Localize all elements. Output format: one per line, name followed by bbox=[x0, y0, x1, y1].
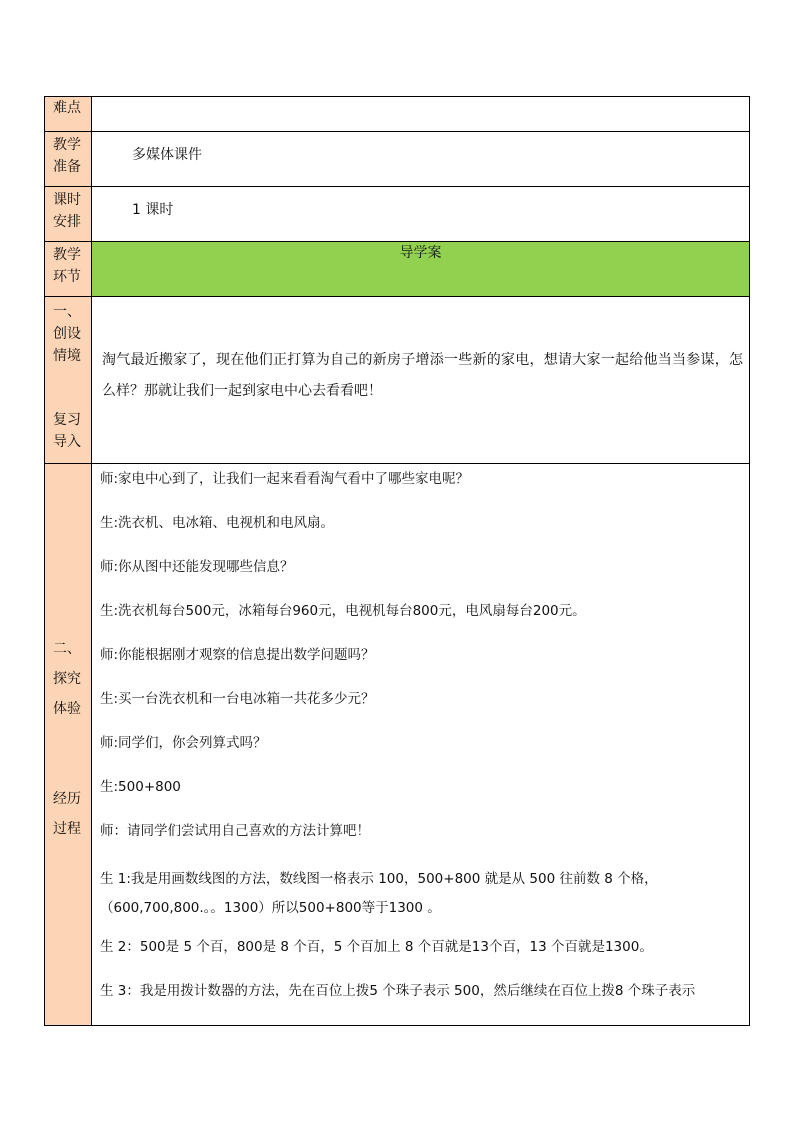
dialogue-paragraph: 生:洗衣机每台500元，冰箱每台960元，电视机每台800元，电风扇每台200元。 bbox=[100, 603, 586, 619]
section-one-label-line3: 复习 bbox=[53, 412, 81, 428]
row-difficulty bbox=[45, 97, 750, 132]
section-one-label-line2: 情境 bbox=[53, 348, 81, 364]
label-cell-difficulty bbox=[45, 97, 92, 132]
dialogue-paragraph: 生:买一台洗衣机和一台电冰箱一共花多少元？ bbox=[100, 691, 375, 707]
section-two-number: 二、 bbox=[53, 641, 81, 657]
section-one-number: 一、 bbox=[53, 304, 81, 320]
section-one-label-line4: 导入 bbox=[53, 434, 81, 450]
row-section-two bbox=[45, 464, 750, 1026]
label-cell-section-one bbox=[45, 297, 92, 464]
dialogue-paragraph: 师:家电中心到了，让我们一起来看看淘气看中了哪些家电呢？ bbox=[100, 471, 470, 487]
label-preparation-line2: 准备 bbox=[53, 159, 81, 175]
label-cell-section-two bbox=[45, 464, 92, 1026]
section-one-label-line1: 创设 bbox=[53, 326, 81, 342]
dialogue-paragraph: 生 3：我是用拨计数器的方法，先在百位上拨5 个珠子表示 500，然后继续在百位上拨8 个珠子表示 bbox=[100, 983, 696, 999]
difficulty-content bbox=[92, 97, 750, 132]
lesson-plan-table bbox=[44, 96, 750, 1026]
label-preparation-line1: 教学 bbox=[53, 137, 81, 153]
dialogue-paragraph: 生:500+800 bbox=[100, 779, 181, 795]
label-class-hours-line2: 安排 bbox=[53, 214, 81, 230]
dialogue-paragraph: 师:你能根据刚才观察的信息提出数学问题吗？ bbox=[100, 647, 375, 663]
row-teaching-stage bbox=[45, 242, 750, 297]
row-section-one bbox=[45, 297, 750, 464]
dialogue-paragraph: 生 2：500是 5 个百，800是 8 个百，5 个百加上 8 个百就是13个百，13 个百就是1300。 bbox=[100, 939, 653, 955]
label-difficulty: 难点 bbox=[53, 100, 81, 116]
class-hours-content: 1 课时 bbox=[132, 202, 174, 218]
label-cell-preparation bbox=[45, 132, 92, 187]
dialogue-paragraph: 生 1:我是用画数线图的方法，数线图一格表示 100，500+800 就是从 500 往前数 8 个格，（600,700,800.。。1300）所以500+800等于1300 。 bbox=[100, 871, 658, 916]
dialogue-paragraph: 师：请同学们尝试用自己喜欢的方法计算吧！ bbox=[100, 823, 370, 839]
section-two-label-line1: 探究 bbox=[53, 671, 81, 687]
dialogue-paragraph: 师:你从图中还能发现哪些信息？ bbox=[100, 559, 294, 575]
label-teaching-stage-line1: 教学 bbox=[53, 247, 81, 263]
label-class-hours-line1: 课时 bbox=[53, 192, 81, 208]
row-preparation bbox=[45, 132, 750, 187]
label-teaching-stage-line2: 环节 bbox=[53, 269, 81, 285]
section-two-dialogue bbox=[92, 464, 749, 1001]
row-class-hours bbox=[45, 187, 750, 242]
label-cell-class-hours bbox=[45, 187, 92, 242]
section-one-text: 淘气最近搬家了，现在他们正打算为自己的新房子增添一些新的家电，想请大家一起给他当当参谋，怎么样？那就让我们一起到家电中心去看看吧！ bbox=[102, 352, 743, 399]
section-two-label-line2: 体验 bbox=[53, 701, 81, 717]
section-two-label-line4: 过程 bbox=[53, 821, 81, 837]
guided-study-header: 导学案 bbox=[92, 242, 750, 297]
dialogue-paragraph: 师:同学们，你会列算式吗？ bbox=[100, 735, 267, 751]
section-two-label-line3: 经历 bbox=[53, 791, 81, 807]
preparation-content: 多媒体课件 bbox=[132, 147, 202, 163]
dialogue-paragraph: 生:洗衣机、电冰箱、电视机和电风扇。 bbox=[100, 515, 335, 531]
label-cell-teaching-stage bbox=[45, 242, 92, 297]
